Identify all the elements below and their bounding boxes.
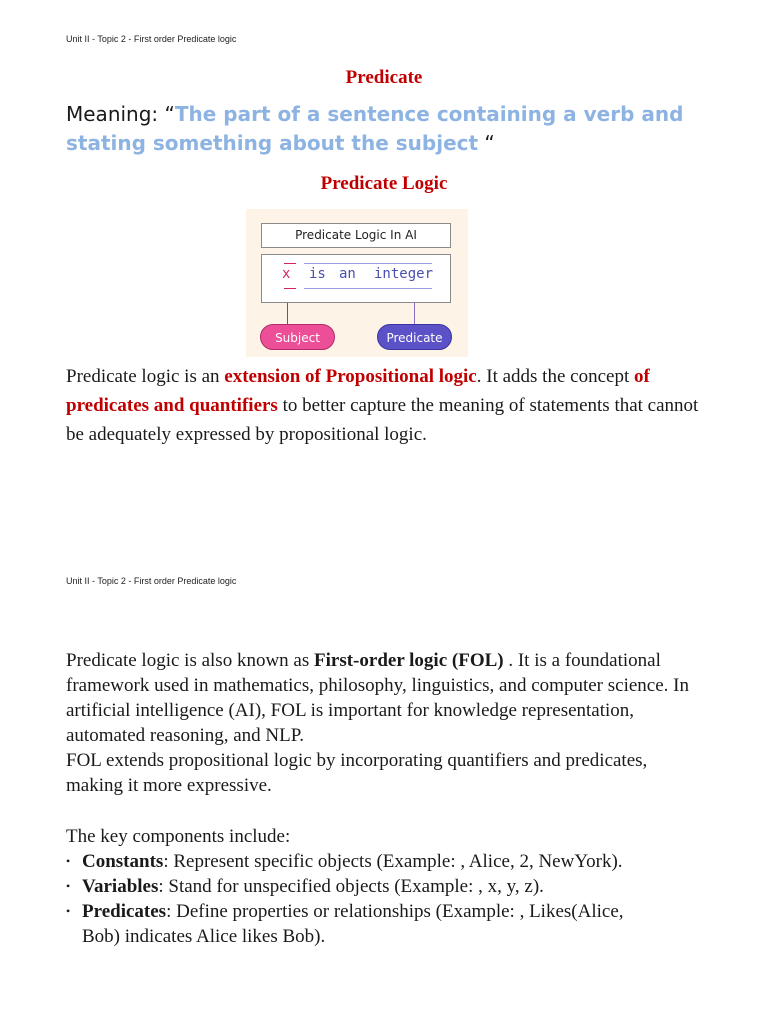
- predicate-label: Predicate: [377, 324, 452, 350]
- component-term: Variables: [82, 876, 159, 897]
- figure-title: Predicate Logic In AI: [261, 223, 451, 248]
- figure-word-subject: x: [282, 266, 291, 282]
- paragraph-text: . It is a foundational framework used in mathematics, philosophy, linguistics, and computer science. In artificial intelligence (AI), FOL is important for knowledge representation, automated reasoning, and NLP.: [66, 650, 689, 746]
- bold-term: First-order logic (FOL): [314, 650, 504, 671]
- paragraph-text: Predicate logic is also known as: [66, 650, 315, 671]
- component-desc: : Define properties or relationships (Example: , Likes(Alice, Bob) indicates Alice likes Bob).: [82, 901, 624, 947]
- list-item: [66, 899, 646, 949]
- figure-underline: [304, 263, 432, 264]
- component-desc: : Stand for unspecified objects (Example: , x, y, z).: [158, 876, 544, 897]
- paragraph-text: Predicate logic is an: [66, 366, 225, 387]
- predicate-connector: [414, 303, 415, 324]
- highlight-text: extension of Propositional logic: [224, 366, 477, 387]
- component-term: Constants: [82, 851, 164, 872]
- subject-label: Subject: [260, 324, 335, 350]
- page-header: Unit II - Topic 2 - First order Predicate logic: [66, 576, 237, 586]
- meaning-definition: [66, 100, 706, 158]
- component-desc: : Represent specific objects (Example: , Alice, 2, NewYork).: [163, 851, 623, 872]
- figure-underline: [284, 288, 296, 289]
- meaning-highlight: The part of a sentence containing a verb and stating something about the subject: [66, 102, 684, 155]
- figure-sentence-box: [261, 254, 451, 303]
- meaning-suffix: “: [478, 131, 495, 155]
- predicate-logic-figure: [246, 209, 468, 357]
- intro-paragraph: [66, 362, 706, 449]
- section-heading: Predicate Logic: [320, 173, 448, 194]
- fol-paragraph: [66, 648, 706, 798]
- components-list: [66, 849, 646, 949]
- page-title: Predicate: [345, 67, 423, 88]
- page-header: Unit II - Topic 2 - First order Predicate logic: [66, 34, 237, 44]
- figure-word: integer: [374, 266, 434, 282]
- figure-underline: [304, 288, 432, 289]
- figure-word: an: [339, 266, 356, 282]
- paragraph-text: . It adds the concept: [476, 366, 634, 387]
- components-intro: The key components include:: [66, 826, 291, 847]
- subject-connector: [287, 303, 288, 324]
- list-item: [66, 874, 646, 899]
- meaning-prefix: Meaning: “: [66, 102, 175, 126]
- figure-word: is: [309, 266, 326, 282]
- paragraph-text: FOL extends propositional logic by incorporating quantifiers and predicates, making it more expressive.: [66, 750, 648, 796]
- paragraph-text: to better capture the meaning of statements that cannot be adequately expressed by propositional logic.: [66, 395, 699, 445]
- figure-underline: [284, 263, 296, 264]
- highlight-text: of predicates and quantifiers: [66, 366, 650, 416]
- component-term: Predicates: [82, 901, 167, 922]
- list-item: [66, 849, 646, 874]
